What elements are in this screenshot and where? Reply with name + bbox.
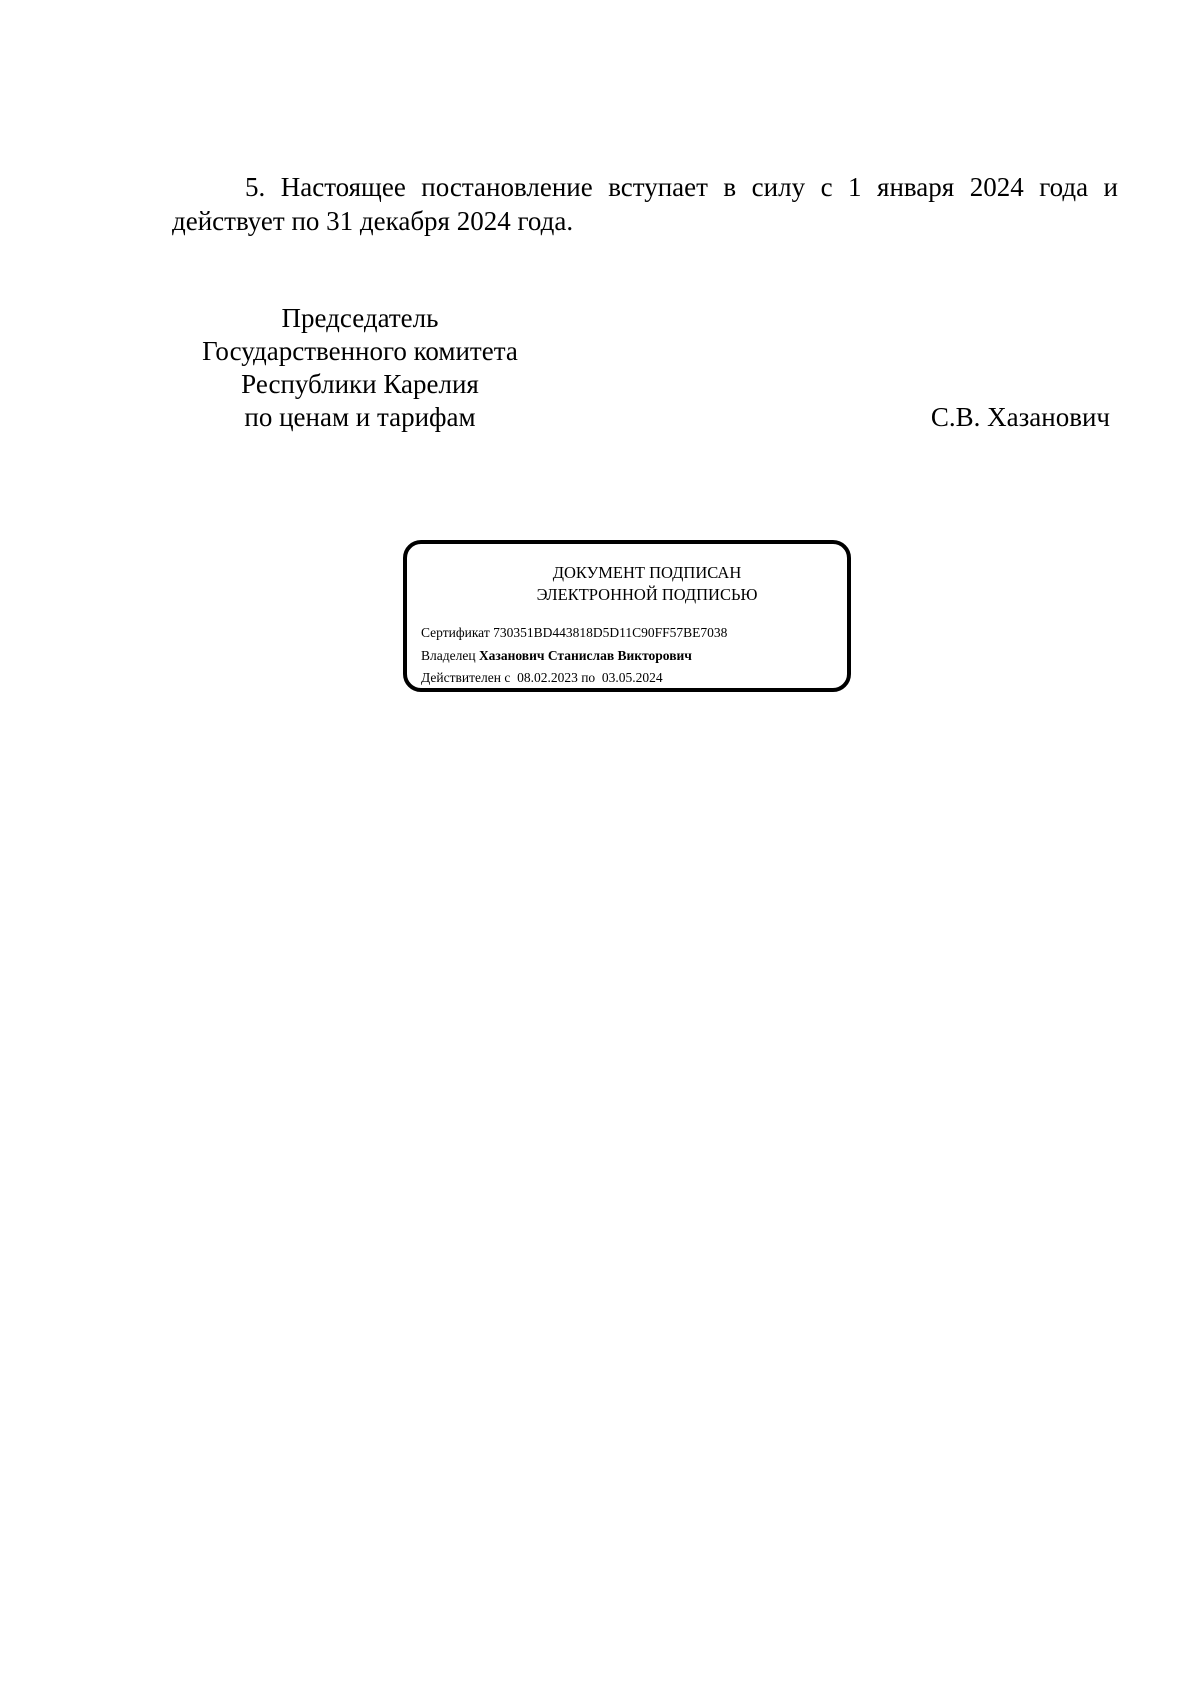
valid-to-label: по: [581, 670, 596, 685]
certificate-value: 730351BD443818D5D11C90FF57BE7038: [493, 625, 728, 640]
stamp-title: [407, 562, 847, 606]
position-line: Республики Карелия: [241, 369, 479, 399]
owner-value: Хазанович Станислав Викторович: [478, 647, 692, 663]
valid-from-date: 08.02.2023: [517, 670, 578, 685]
stamp-title-line-1: ДОКУМЕНТ ПОДПИСАН: [552, 563, 742, 582]
certificate-row: [421, 622, 727, 645]
owner-label: Владелец: [421, 647, 476, 663]
signatory-name: С.В. Хазанович: [930, 402, 1110, 432]
valid-label: Действителен: [421, 670, 501, 685]
position-line: Государственного комитета: [202, 336, 518, 366]
position-line: по ценам и тарифам: [244, 402, 476, 432]
stamp-details: [421, 622, 727, 690]
stamp-title-line-2: ЭЛЕКТРОННОЙ ПОДПИСЬЮ: [536, 585, 758, 604]
certificate-label: Сертификат: [421, 625, 490, 640]
signatory-position: [160, 302, 560, 434]
valid-from-label: с: [504, 670, 511, 685]
valid-to-date: 03.05.2024: [601, 670, 663, 685]
position-line: Председатель: [281, 303, 439, 333]
validity-row: [421, 667, 727, 690]
paragraph-effective-date: 5. Настоящее постановление вступает в силу с 1 января 2024 года и действует по 31 декабря 2024 года.: [172, 172, 1118, 236]
electronic-signature-stamp: [403, 540, 851, 692]
owner-row: [421, 645, 727, 668]
